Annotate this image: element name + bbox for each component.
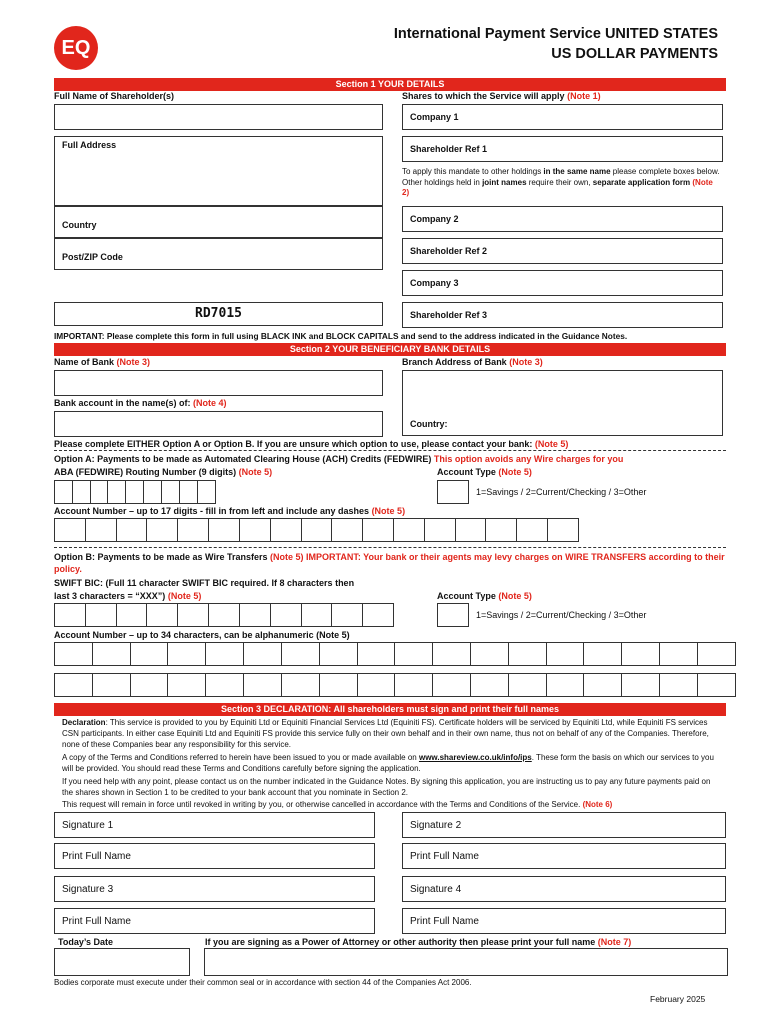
- shares-label: Shares to which the Service will apply (Note 1): [402, 91, 601, 101]
- signature2-input[interactable]: Signature 2: [402, 812, 726, 838]
- branch-address-label: Branch Address of Bank (Note 3): [402, 357, 543, 367]
- print-name2-input[interactable]: Print Full Name: [402, 843, 726, 869]
- account-type-label-a: Account Type (Note 5): [437, 467, 532, 477]
- help-text: If you need help with any point, please contact us on the number indicated in the Guidance Notes. By signing this application, you are instructing us to pay any future payments paid on the shares shown in Section 1 to be credited to your bank account that you nominate in Section 2.: [62, 777, 711, 798]
- full-name-input[interactable]: [54, 104, 383, 130]
- account-name-input[interactable]: [54, 411, 383, 437]
- today-date-input[interactable]: [54, 948, 190, 976]
- account-type-a-options: 1=Savings / 2=Current/Checking / 3=Other: [476, 487, 647, 497]
- company3-input[interactable]: Company 3: [402, 270, 723, 296]
- declaration-text: Declaration: This service is provided to you by Equiniti Ltd or Equiniti Financial Services Ltd (Equiniti FS). Certificate holders will be serviced by Equiniti Ltd, while Equiniti FS services CSN participants. In either case Equiniti Ltd and Equiniti FS provide this service fully on their own behalf and in their own name, thus not on behalf of any of the Companies. Therefore, none of these Companies bear any responsibility for this service.: [62, 718, 709, 750]
- bank-name-label: Name of Bank (Note 3): [54, 357, 151, 367]
- account-number-b-cells-row1[interactable]: [54, 642, 735, 666]
- signature4-input[interactable]: Signature 4: [402, 876, 726, 902]
- aba-routing-cells[interactable]: [54, 480, 214, 504]
- account-number-a-cells[interactable]: [54, 518, 578, 542]
- signature3-input[interactable]: Signature 3: [54, 876, 375, 902]
- postzip-input[interactable]: Post/ZIP Code: [54, 238, 383, 270]
- account-type-label-b: Account Type (Note 5): [437, 591, 532, 601]
- terms-text: A copy of the Terms and Conditions referred to herein have been issued to you or made available on www.shareview.co.uk/info/ips. These form the basis on which our services to you will be provided. You should read these Terms and Conditions carefully before signing the application.: [62, 753, 714, 774]
- account-name-label: Bank account in the name(s) of: (Note 4): [54, 398, 227, 408]
- bodies-corporate-note: Bodies corporate must execute under their common seal or in accordance with section 44 of the Companies Act 2006.: [54, 978, 472, 987]
- bank-name-input[interactable]: [54, 370, 383, 396]
- date-footer: February 2025: [650, 994, 706, 1004]
- shareholder-ref3-input[interactable]: Shareholder Ref 3: [402, 302, 723, 328]
- poa-name-input[interactable]: [204, 948, 728, 976]
- full-address-input[interactable]: Full Address: [54, 136, 383, 206]
- account-number-a-label: Account Number – up to 17 digits - fill in from left and include any dashes (Note 5): [54, 506, 406, 516]
- section3-bar: Section 3 DECLARATION: All shareholders must sign and print their full names: [54, 703, 726, 716]
- terms-link[interactable]: www.shareview.co.uk/info/ips: [418, 753, 532, 762]
- page-title: International Payment Service UNITED STATES: [393, 26, 718, 42]
- account-type-b-options: 1=Savings / 2=Current/Checking / 3=Other: [476, 610, 647, 620]
- print-name4-input[interactable]: Print Full Name: [402, 908, 726, 934]
- section2-bar: Section 2 YOUR BENEFICIARY BANK DETAILS: [54, 343, 726, 356]
- section1-bar: Section 1 YOUR DETAILS: [54, 78, 726, 91]
- account-type-b-input[interactable]: [437, 603, 469, 627]
- aba-label: ABA (FEDWIRE) Routing Number (9 digits) (Note 5): [54, 467, 273, 477]
- print-name3-input[interactable]: Print Full Name: [54, 908, 375, 934]
- option-b-label: Option B: Payments to be made as Wire Transfers (Note 5) IMPORTANT: Your bank or their agents may levy charges on WIRE TRANSFERS according to their policy.: [54, 552, 725, 574]
- dashed-divider-2: [54, 547, 726, 548]
- swift-label-line2: last 3 characters = “XXX”) (Note 5): [54, 591, 202, 601]
- important-note: IMPORTANT: Please complete this form in full using BLACK INK and BLOCK CAPITALS and send to the address indicated in the Guidance Notes.: [54, 331, 628, 341]
- shareholder-ref1-input[interactable]: Shareholder Ref 1: [402, 136, 723, 162]
- swift-label-line1: SWIFT BIC: (Full 11 character SWIFT BIC required. If 8 characters then: [54, 578, 355, 588]
- account-number-b-cells-row2[interactable]: [54, 673, 735, 697]
- account-number-b-label: Account Number – up to 34 characters, can be alphanumeric (Note 5): [54, 630, 350, 640]
- remain-text: This request will remain in force until revoked in writing by you, or otherwise cancelled in accordance with the Terms and Conditions of the Service. (Note 6): [62, 800, 613, 809]
- today-date-label: Today’s Date: [58, 937, 114, 947]
- company1-input[interactable]: Company 1: [402, 104, 723, 130]
- page-subtitle: US DOLLAR PAYMENTS: [551, 46, 718, 62]
- account-type-a-input[interactable]: [437, 480, 469, 504]
- branch-address-input[interactable]: Country:: [402, 370, 723, 436]
- form-code: RD7015: [54, 302, 383, 326]
- swift-bic-cells[interactable]: [54, 603, 393, 627]
- poa-label: If you are signing as a Power of Attorney or other authority then please print your full name (Note 7): [205, 937, 632, 947]
- print-name1-input[interactable]: Print Full Name: [54, 843, 375, 869]
- mandate-note: To apply this mandate to other holdings in the same name please complete boxes below. Other holdings held in joint names require their own, separate application form (Note 2): [402, 167, 720, 197]
- equiniti-logo: EQ: [54, 26, 98, 70]
- option-a-label: Option A: Payments to be made as Automated Clearing House (ACH) Credits (FEDWIRE) This option avoids any Wire charges for you: [54, 454, 624, 464]
- either-option-note: Please complete EITHER Option A or Option B. If you are unsure which option to use, please contact your bank: (Note 5): [54, 439, 569, 449]
- full-name-label: Full Name of Shareholder(s): [54, 91, 175, 101]
- company2-input[interactable]: Company 2: [402, 206, 723, 232]
- country-input[interactable]: Country: [54, 206, 383, 238]
- shareholder-ref2-input[interactable]: Shareholder Ref 2: [402, 238, 723, 264]
- dashed-divider: [54, 450, 726, 451]
- signature1-input[interactable]: Signature 1: [54, 812, 375, 838]
